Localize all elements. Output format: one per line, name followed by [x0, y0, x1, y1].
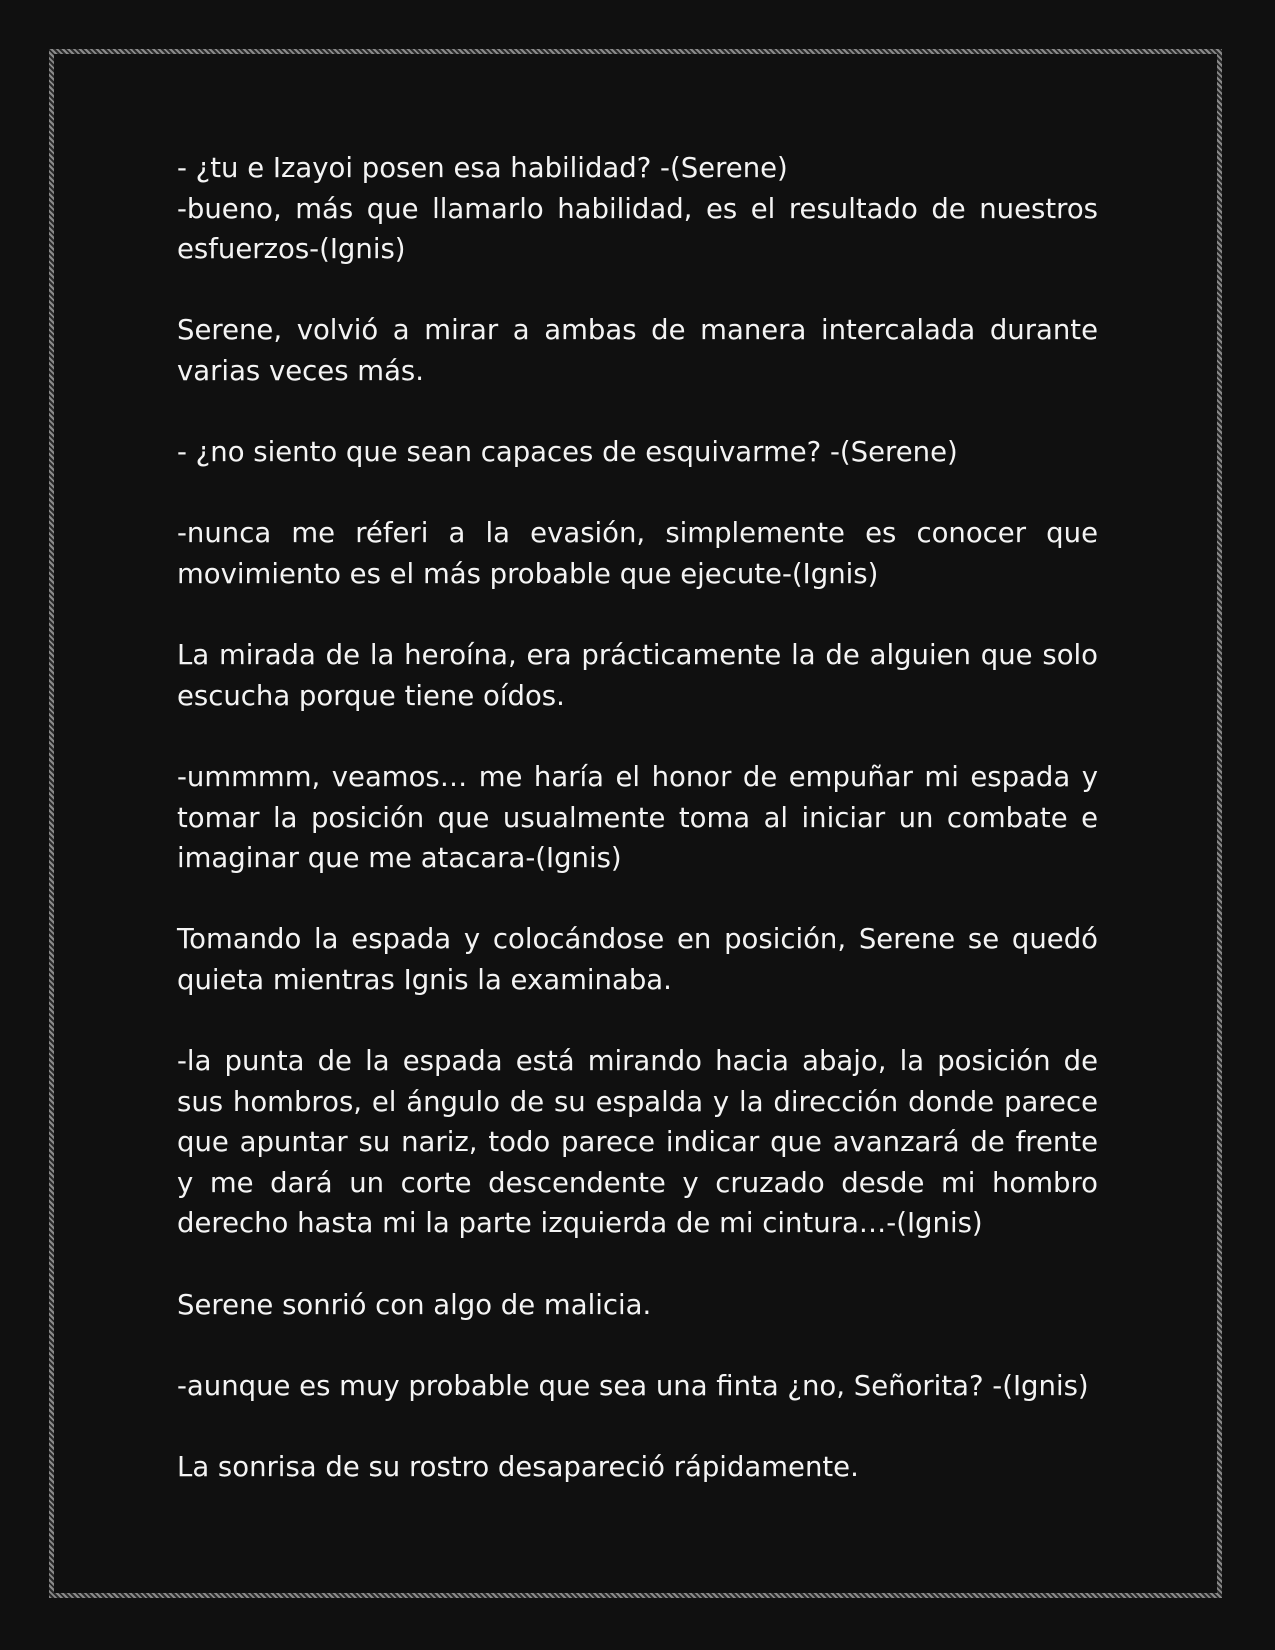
dialogue-line: - ¿tu e Izayoi posen esa habilidad? -(Serene)	[177, 152, 788, 184]
dialogue-line: -bueno, más que llamarlo habilidad, es el resultado de nuestros esfuerzos-(Ignis)	[177, 192, 1098, 266]
narration-paragraph: Tomando la espada y colocándose en posición, Serene se quedó quieta mientras Ignis la examinaba.	[177, 923, 1098, 996]
dialogue-line: -ummmm, veamos… me haría el honor de empuñar mi espada y tomar la posición que usualmente toma al iniciar un combate e imaginar que me atacara-(Ignis)	[177, 760, 1098, 875]
dialogue-line: -la punta de la espada está mirando hacia abajo, la posición de sus hombros, el ángulo de su espalda y la dirección donde parece que apuntar su nariz, todo parece indicar que avanzará de frente y me dará un corte descendente y cruzado desde mi hombro derecho hasta mi la parte izquierda de mi cintura…-(Ignis)	[177, 1045, 1098, 1240]
document-body	[177, 148, 1098, 1488]
dialogue-line: - ¿no siento que sean capaces de esquivarme? -(Serene)	[177, 436, 958, 469]
narration-paragraph: Serene sonrió con algo de malicia.	[177, 1288, 652, 1321]
narration-paragraph: La mirada de la heroína, era prácticamente la de alguien que solo escucha porque tiene oídos.	[177, 639, 1098, 712]
dialogue-line: -aunque es muy probable que sea una finta ¿no, Señorita? -(Ignis)	[177, 1369, 1089, 1402]
narration-paragraph: Serene, volvió a mirar a ambas de manera intercalada durante varias veces más.	[177, 314, 1098, 387]
narration-paragraph: La sonrisa de su rostro desapareció rápidamente.	[177, 1451, 859, 1483]
dialogue-line: -nunca me réferi a la evasión, simplemente es conocer que movimiento es el más probable que ejecute-(Ignis)	[177, 517, 1098, 590]
